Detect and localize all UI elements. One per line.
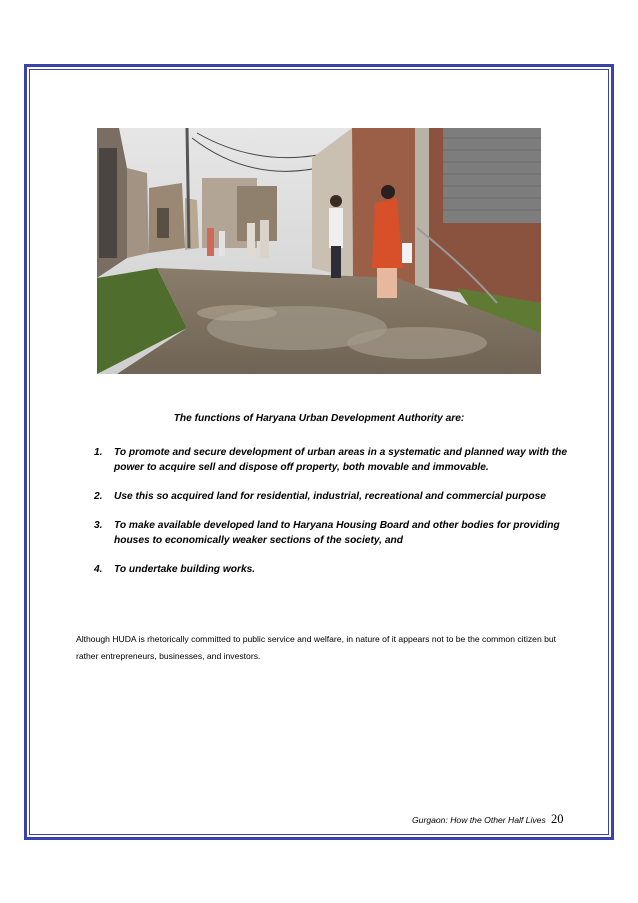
footer-title: Gurgaon: How the Other Half Lives — [412, 815, 546, 825]
list-item-text: To promote and secure development of urban areas in a systematic and planned way with the power to acquire sell and dispose off property, both movable and immovable. — [114, 447, 568, 473]
list-item-number: 2. — [94, 491, 103, 502]
body-paragraph: Although HUDA is rhetorically committed to public service and welfare, in nature of it appears not to be the common citizen but rather entrepreneurs, businesses, and investors. — [76, 634, 557, 661]
list-item-text: To make available developed land to Haryana Housing Board and other bodies for providing houses to economically weaker sections of the society, and — [114, 520, 560, 546]
functions-list — [92, 445, 572, 591]
list-item — [92, 445, 572, 475]
list-item — [92, 489, 572, 504]
list-item-number: 1. — [94, 447, 103, 458]
list-item-text: To undertake building works. — [114, 564, 256, 575]
list-item — [92, 562, 572, 577]
street-photo — [97, 128, 541, 374]
list-item-number: 3. — [94, 520, 103, 531]
list-item-number: 4. — [94, 564, 103, 575]
list-item — [92, 518, 572, 548]
page-number: 20 — [551, 812, 564, 826]
functions-heading: The functions of Haryana Urban Development Authority are: — [173, 413, 465, 424]
list-item-text: Use this so acquired land for residential, industrial, recreational and commercial purpose — [114, 491, 546, 502]
